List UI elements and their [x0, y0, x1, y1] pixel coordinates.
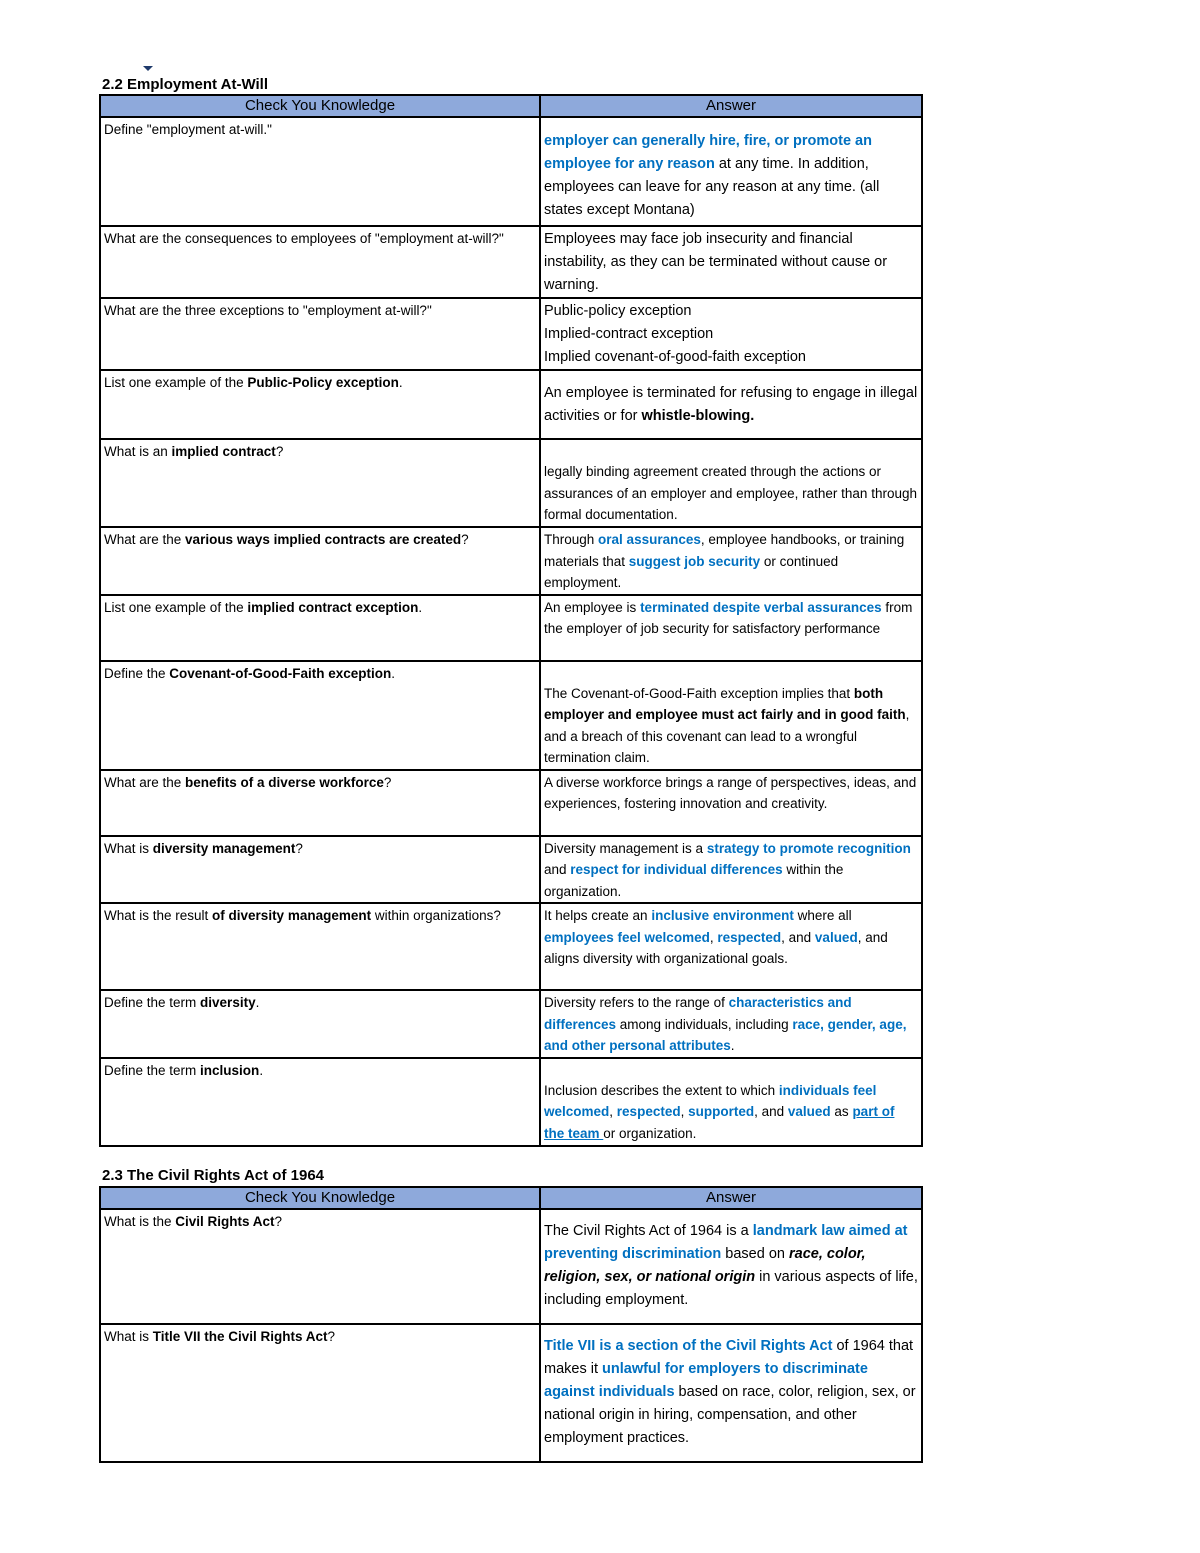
column-header-question: Check You Knowledge [100, 1187, 540, 1209]
answer-cell [540, 226, 922, 298]
text-run: within organizations? [371, 908, 501, 923]
text-run: Title VII is a section of the Civil Rights Act [544, 1338, 833, 1354]
text-run: A diverse workforce brings a range of perspectives, ideas, and experiences, fostering innovation and creativity. [544, 774, 917, 811]
text-run: implied contract exception [247, 599, 419, 615]
text-run: legally binding agreement created through the actions or assurances of an employer and employee, rather than through formal documentation. [544, 464, 917, 522]
text-run: inclusive environment [651, 908, 794, 923]
answer-cell [540, 298, 922, 370]
text-run: . [418, 599, 423, 615]
question-cell [100, 1058, 540, 1146]
question-cell [100, 1324, 540, 1462]
text-run: of diversity management [212, 908, 372, 923]
text-run: ? [295, 840, 303, 856]
text-run: Employees may face job insecurity and financial instability, as they can be terminated without cause or warning. [544, 231, 888, 293]
text-run: as [830, 1104, 853, 1119]
text-run: ? [274, 1214, 283, 1229]
question-cell [100, 661, 540, 770]
question-cell [100, 770, 540, 836]
table-row [100, 903, 922, 990]
question-cell [100, 226, 540, 298]
text-run: part of the team [544, 1104, 895, 1141]
table-row [100, 117, 922, 226]
table-row [100, 439, 922, 527]
table-row [100, 1058, 922, 1146]
column-header-answer: Answer [540, 1187, 922, 1209]
text-run: Diversity refers to the range of [544, 995, 729, 1010]
table-row [100, 770, 922, 836]
answer-cell [540, 1058, 922, 1146]
text-run: What are the [104, 532, 186, 547]
question-cell [100, 990, 540, 1058]
answer-cell [540, 527, 922, 595]
section-title: 2.2 Employment At-Will [102, 76, 268, 93]
answer-cell [540, 1324, 922, 1462]
text-run: inclusion [200, 1062, 260, 1078]
answer-cell [540, 117, 922, 226]
text-run: , [609, 1104, 617, 1119]
text-run: What are the three exceptions to "employment at-will?" [104, 303, 432, 318]
text-run: . [255, 995, 260, 1010]
text-run: . [259, 1062, 264, 1078]
text-run: ? [275, 444, 284, 459]
text-run: employer can generally hire, fire, or promote an employee for any reason [544, 133, 872, 172]
table-header-row [100, 95, 922, 117]
text-run: , [680, 1104, 689, 1119]
text-run: The Civil Rights Act of 1964 is a [544, 1223, 753, 1239]
table-row [100, 661, 922, 770]
text-run: An employee is terminated for refusing to engage in illegal activities or for [544, 385, 918, 424]
text-run: employees feel welcomed [544, 929, 710, 945]
text-run: What is the result [104, 908, 213, 923]
text-run: Civil Rights Act [175, 1214, 275, 1229]
text-run: . [730, 1038, 735, 1053]
text-run: Define the term [104, 995, 201, 1010]
text-run: or continued employment. [544, 553, 839, 590]
text-run: suggest job security [628, 553, 761, 569]
text-run: diversity [200, 995, 256, 1010]
text-run: respect for individual differences [570, 862, 783, 877]
answer-cell [540, 370, 922, 439]
text-run: supported [688, 1104, 755, 1119]
text-run: An employee is [544, 599, 641, 615]
text-run: ? [383, 774, 392, 790]
answer-cell [540, 595, 922, 661]
text-run: , and a breach of this covenant can lead to a wrongful termination claim. [544, 707, 910, 765]
text-run: The Covenant-of-Good-Faith exception implies that [544, 685, 854, 701]
table-row [100, 1324, 922, 1462]
text-run: Public-policy exception [544, 303, 692, 319]
text-run: What are the [104, 774, 186, 790]
text-run: oral assurances [598, 532, 701, 547]
question-cell [100, 370, 540, 439]
table-header-row [100, 1187, 922, 1209]
text-run: Public-Policy exception [247, 375, 399, 390]
question-cell [100, 527, 540, 595]
text-run: . [391, 665, 396, 681]
text-run: What is an [104, 444, 172, 459]
table-row [100, 298, 922, 370]
text-run: What is [104, 840, 153, 856]
table-row [100, 226, 922, 298]
text-run: among individuals, including [616, 1016, 793, 1032]
column-header-answer: Answer [540, 95, 922, 117]
text-run: Define the [104, 665, 170, 681]
answer-cell [540, 836, 922, 904]
text-run: from the employer of job security for satisfactory performance [544, 599, 913, 636]
text-run: respected [616, 1104, 681, 1119]
text-run: ? [461, 532, 469, 547]
text-run: , and aligns diversity with organizational goals. [544, 929, 888, 966]
text-run: What is the [104, 1214, 176, 1229]
text-run: unlawful for employers to discriminate against individuals [544, 1361, 868, 1400]
text-run: Title VII the Civil Rights Act [152, 1329, 328, 1344]
question-cell [100, 595, 540, 661]
table-row [100, 527, 922, 595]
answer-cell [540, 439, 922, 527]
text-run: List one example of the [104, 599, 248, 615]
text-run: and [544, 862, 571, 877]
text-run: where all [793, 908, 852, 923]
text-run: Inclusion describes the extent to which [544, 1082, 779, 1098]
text-run: Implied-contract exception [544, 326, 714, 342]
question-cell [100, 439, 540, 527]
text-run: benefits of a diverse workforce [185, 774, 384, 790]
text-run: or organization. [603, 1125, 697, 1141]
question-cell [100, 836, 540, 904]
text-run: Through [544, 532, 599, 547]
text-run: in various aspects of life, including employment. [544, 1269, 918, 1308]
text-run: various ways implied contracts are created [185, 532, 462, 547]
text-run: Define "employment at-will." [104, 122, 272, 137]
answer-cell [540, 990, 922, 1058]
text-run: Implied covenant-of-good-faith exception [544, 349, 806, 365]
text-run: within the organization. [544, 862, 844, 899]
text-run: of 1964 that makes it [544, 1338, 914, 1377]
table-row [100, 595, 922, 661]
answer-cell [540, 661, 922, 770]
text-run: What is [104, 1329, 153, 1344]
text-run: It helps create an [544, 908, 652, 923]
text-run: landmark law aimed at preventing discrimination [544, 1223, 908, 1262]
qa-table-employment-at-will [99, 94, 923, 1147]
text-run: , and [781, 929, 815, 945]
text-run: ? [327, 1329, 336, 1344]
text-run: List one example of the [104, 375, 248, 390]
text-run: characteristics and differences [544, 995, 852, 1032]
table-row [100, 836, 922, 904]
question-cell [100, 1209, 540, 1324]
text-run: based on race, color, religion, sex, or national origin in hiring, compensation, and other employment practices. [544, 1384, 916, 1446]
text-run: race, color, religion, sex, or national origin [544, 1246, 866, 1285]
text-run: Define the term [104, 1062, 201, 1078]
question-cell [100, 903, 540, 990]
text-run: Diversity management is a [544, 840, 707, 856]
text-run: both employer and employee must act fairly and in good faith [544, 685, 906, 722]
text-run: valued [814, 929, 858, 945]
text-run: race, gender, age, and other personal attributes [544, 1016, 907, 1053]
answer-cell [540, 770, 922, 836]
column-header-question: Check You Knowledge [100, 95, 540, 117]
table-row [100, 990, 922, 1058]
text-run: What are the consequences to employees of "employment at-will?" [104, 231, 504, 246]
question-cell [100, 117, 540, 226]
text-run: whistle-blowing. [641, 408, 755, 424]
answer-cell [540, 1209, 922, 1324]
caret-down-icon [143, 66, 153, 71]
text-run: Covenant-of-Good-Faith exception [169, 665, 392, 681]
qa-table-civil-rights-act [99, 1186, 923, 1463]
text-run: terminated despite verbal assurances [640, 599, 882, 615]
section-title: 2.3 The Civil Rights Act of 1964 [102, 1167, 325, 1184]
table-row [100, 1209, 922, 1324]
text-run: , and [754, 1104, 788, 1119]
text-run: respected [717, 929, 782, 945]
text-run: valued [787, 1104, 831, 1119]
text-run: diversity management [152, 840, 296, 856]
text-run: strategy to promote recognition [706, 840, 911, 856]
text-run: implied contract [171, 444, 276, 459]
text-run: . [398, 375, 403, 390]
question-cell [100, 298, 540, 370]
answer-cell [540, 903, 922, 990]
table-row [100, 370, 922, 439]
text-run: individuals feel welcomed [544, 1082, 877, 1119]
text-run: , employee handbooks, or training materials that [544, 532, 905, 569]
text-run: based on [721, 1246, 789, 1262]
text-run: , [709, 929, 718, 945]
text-run: at any time. In addition, employees can leave for any reason at any time. (all states except Montana) [544, 156, 880, 218]
